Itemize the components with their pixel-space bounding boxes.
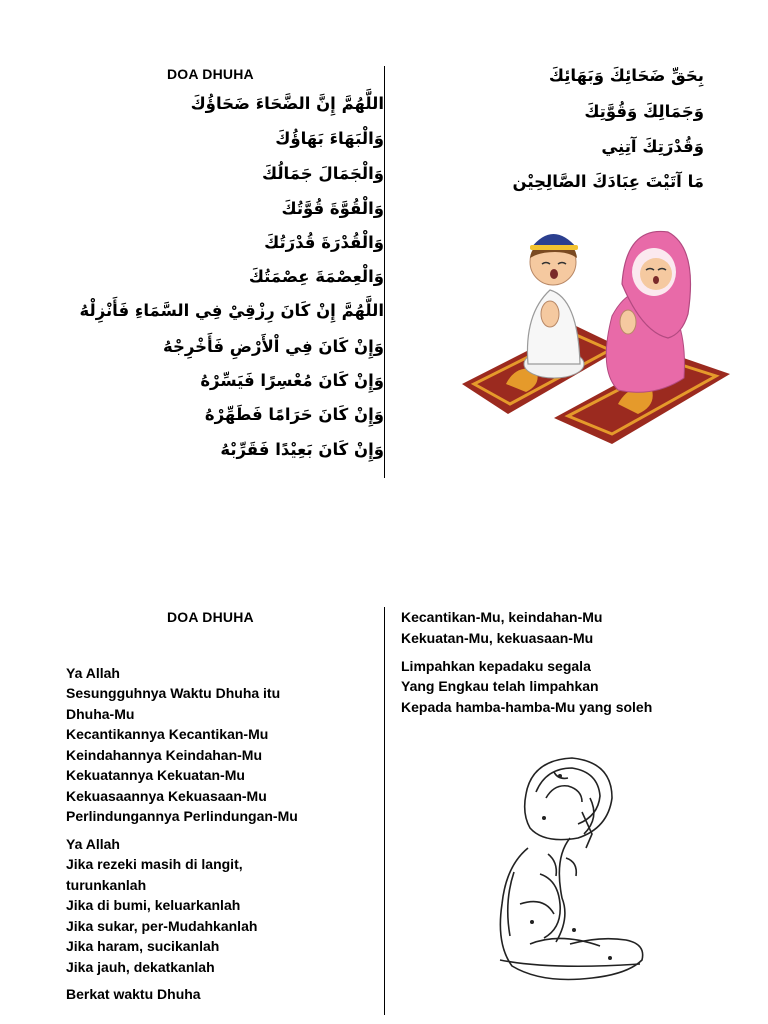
arabic-line: وَالْقُدْرَةَ قُدْرَتُكَ [264, 233, 384, 252]
text-line: Jika di bumi, keluarkanlah [66, 897, 241, 913]
text-line: Kekuatan-Mu, kekuasaan-Mu [401, 630, 594, 646]
text-line: Jika jauh, dekatkanlah [66, 959, 215, 975]
boy-figure [524, 234, 584, 378]
text-line: Kepada hamba-hamba-Mu yang soleh [401, 699, 653, 715]
text-line: Ya Allah [66, 665, 120, 681]
calligraphy-figure-illustration [470, 754, 646, 990]
arabic-line: مَا آتَيْتَ عِبَادَكَ الصَّالِحِيْن [512, 172, 704, 191]
top-title: DOA DHUHA [167, 66, 254, 82]
arabic-line: وَإِنْ كَانَ حَرَامًا فَطَهِّرْهُ [204, 405, 384, 424]
text-line: turunkanlah [66, 877, 147, 893]
arabic-line: اللَّهُمَّ إِنَّ الضَّحَاءَ ضَحَاؤُكَ [190, 94, 384, 113]
text-line: Limpahkan kepadaku segala [401, 658, 591, 674]
children-praying-illustration [458, 214, 734, 450]
bottom-title: DOA DHUHA [167, 609, 254, 625]
text-line: Perlindungannya Perlindungan-Mu [66, 808, 298, 824]
text-line: Kekuasaannya Kekuasaan-Mu [66, 788, 267, 804]
text-line: Dhuha-Mu [66, 706, 135, 722]
arabic-line: بِحَقِّ ضَحَائِكَ وَبَهَائِكَ [548, 66, 704, 85]
text-line: Keindahannya Keindahan-Mu [66, 747, 263, 763]
text-line: Jika rezeki masih di langit, [66, 856, 243, 872]
text-line: Jika haram, sucikanlah [66, 938, 220, 954]
text-line: Jika sukar, per-Mudahkanlah [66, 918, 258, 934]
arabic-line: اللَّهُمَّ إِنْ كَانَ رِزْقِيْ فِي السَّمَاءِ فَأَنْزِلْهُ [79, 301, 384, 320]
text-line: Kekuatannya Kekuatan-Mu [66, 767, 245, 783]
arabic-line: وَإِنْ كَانَ بَعِيْدًا فَقَرِّبْهُ [220, 440, 384, 459]
arabic-line: وَالْجَمَالَ جَمَالُكَ [261, 164, 384, 183]
arabic-line: وَجَمَالِكَ وَقُوَّتِكَ [584, 102, 704, 121]
arabic-line: وَإِنْ كَانَ فِي اْلأَرْضِ فَأَخْرِجْهُ [162, 337, 384, 356]
girl-figure [606, 231, 690, 392]
text-line: Kecantikan-Mu, keindahan-Mu [401, 609, 603, 625]
text-line: Yang Engkau telah limpahkan [401, 678, 599, 694]
text-line: Sesungguhnya Waktu Dhuha itu [66, 685, 281, 701]
arabic-line: وَقُدْرَتِكَ آتِنِي [601, 137, 704, 156]
text-line: Berkat waktu Dhuha [66, 986, 201, 1002]
text-line: Ya Allah [66, 836, 120, 852]
text-line: Kecantikannya Kecantikan-Mu [66, 726, 269, 742]
arabic-line: وَالْعِصْمَةَ عِصْمَتُكَ [248, 267, 384, 286]
arabic-line: وَإِنْ كَانَ مُعْسِرًا فَيَسِّرْهُ [200, 371, 384, 390]
bottom-divider [384, 607, 385, 1015]
top-divider [384, 66, 385, 478]
arabic-line: وَالْبَهَاءَ بَهَاؤُكَ [275, 129, 384, 148]
arabic-line: وَالْقُوَّةَ قُوَّتُكَ [281, 199, 384, 218]
